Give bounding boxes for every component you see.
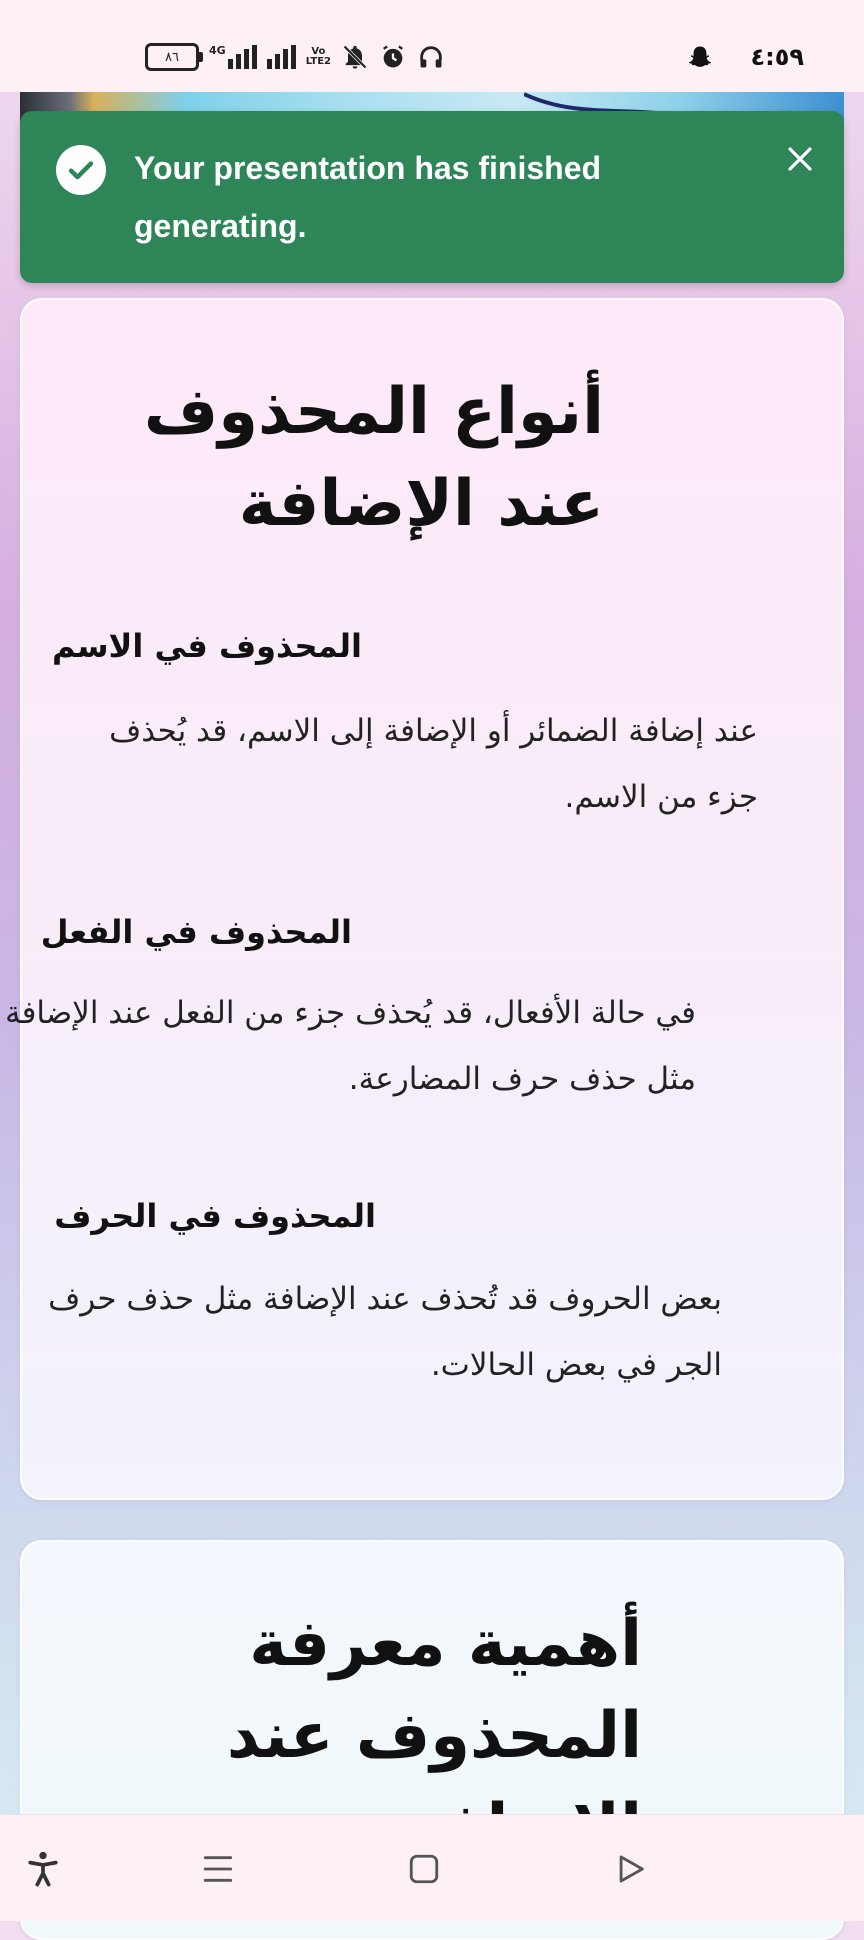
- section-heading: المحذوف في الاسم: [51, 627, 362, 665]
- battery-icon: [145, 43, 199, 71]
- clock: ٤:٥٩: [750, 43, 804, 71]
- network-type: 4G: [209, 44, 226, 57]
- accessibility-icon[interactable]: [19, 1845, 67, 1893]
- bottom-nav-bar: [0, 1814, 864, 1921]
- close-icon[interactable]: [776, 135, 824, 183]
- battery-level: ٨٦: [165, 49, 179, 65]
- signal-4g: [209, 45, 257, 69]
- section-heading: المحذوف في الحرف: [54, 1197, 376, 1235]
- home-icon[interactable]: [400, 1845, 448, 1893]
- section-body: بعض الحروف قد تُحذف عند الإضافة مثل حذف حرف الجر في بعض الحالات.: [48, 1281, 722, 1383]
- back-icon[interactable]: [607, 1845, 655, 1893]
- signal-icon: [228, 45, 257, 69]
- status-icons-right: [686, 40, 804, 74]
- section-heading: المحذوف في الفعل: [40, 913, 352, 951]
- recents-icon[interactable]: [194, 1845, 242, 1893]
- toast-message: Your presentation has finished generating.: [134, 150, 602, 244]
- mute-icon: [341, 43, 369, 71]
- status-bar: [0, 0, 864, 92]
- snapchat-icon: [686, 43, 714, 71]
- slide-title: أنواع المحذوف عند الإضافة: [143, 375, 604, 541]
- slide-title: أهمية معرفة المحذوف عند: [226, 1607, 642, 1773]
- alarm-icon: [379, 43, 407, 71]
- headphones-icon: [417, 43, 445, 71]
- status-icons-left: [145, 40, 445, 74]
- signal-icon: [267, 45, 296, 69]
- success-toast: [20, 111, 844, 283]
- check-circle-icon: [56, 145, 106, 195]
- section-body: عند إضافة الضمائر أو الإضافة إلى الاسم، قد يُحذف جزء من الاسم.: [109, 713, 758, 815]
- slide-card[interactable]: [4, 298, 844, 1500]
- volte-icon: Vo LTE2: [305, 46, 332, 67]
- section-body: في حالة الأفعال، قد يُحذف جزء من الفعل عند الإضافة مثل حذف حرف المضارعة.: [4, 995, 696, 1097]
